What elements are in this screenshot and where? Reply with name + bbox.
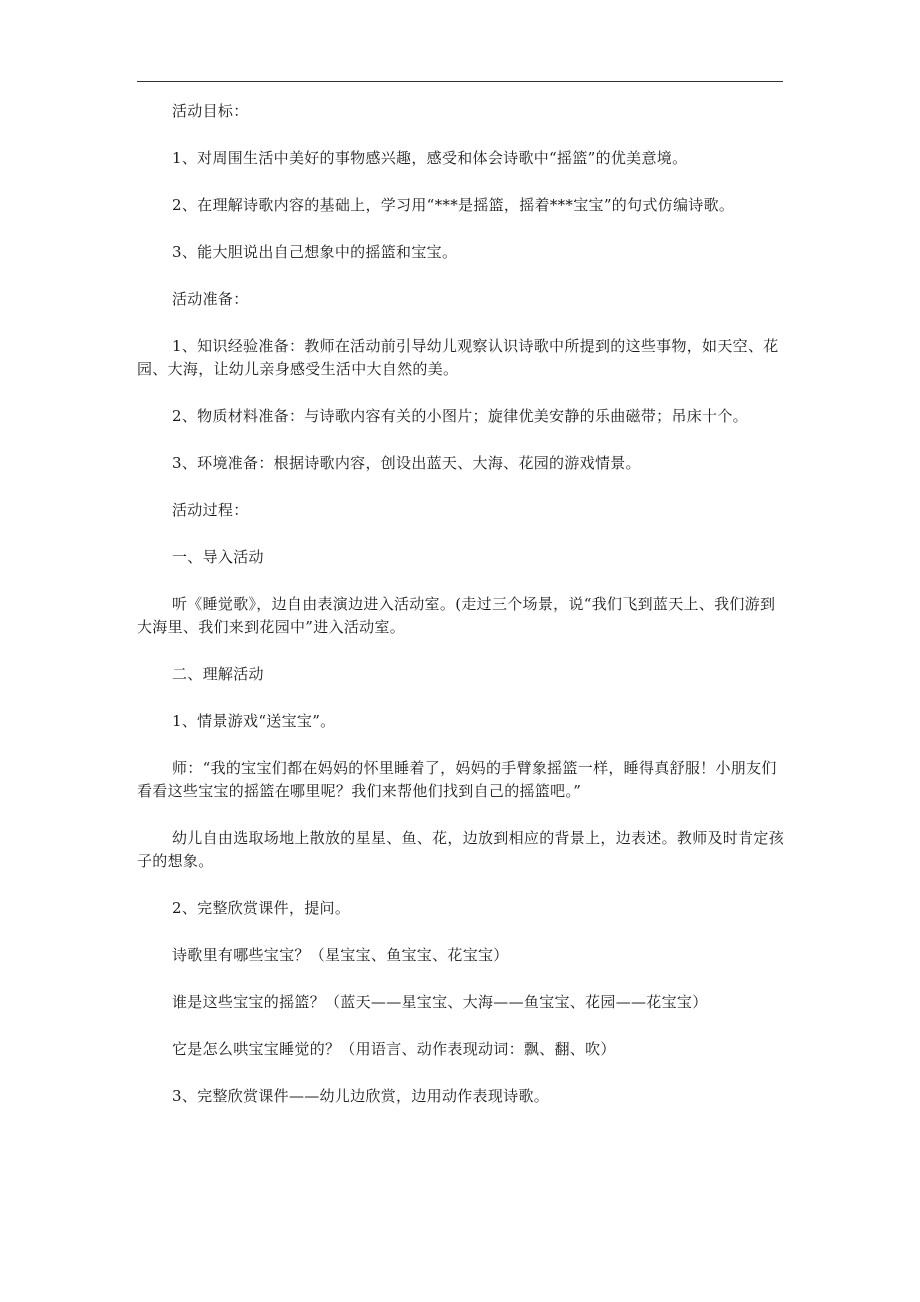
header-rule: [137, 81, 783, 82]
heading-activity-process: 活动过程：: [172, 501, 249, 519]
question-3: 它是怎么哄宝宝睡觉的？（用语言、动作表现动词：飘、翻、吹）: [172, 1040, 616, 1058]
goal-item-2: 2、在理解诗歌内容的基础上，学习用“***是摇篮，摇着***宝宝”的句式仿编诗歌。: [172, 196, 735, 214]
preparation-item-1: 1、知识经验准备：教师在活动前引导幼儿观察认识诗歌中所提到的这些事物，如天空、花园、大海，让幼儿亲身感受生活中大自然的美。: [137, 337, 779, 378]
question-1: 诗歌里有哪些宝宝？（星宝宝、鱼宝宝、花宝宝）: [172, 946, 509, 964]
goal-item-1: 1、对周围生活中美好的事物感兴趣，感受和体会诗歌中“摇篮”的优美意境。: [172, 149, 688, 167]
preparation-item-2: 2、物质材料准备：与诗歌内容有关的小图片；旋律优美安静的乐曲磁带；吊床十个。: [172, 407, 748, 425]
children-activity: 幼儿自由选取场地上散放的星星、鱼、花，边放到相应的背景上，边表述。教师及时肯定孩子的想象。: [137, 829, 785, 870]
section-heading-understanding: 二、理解活动: [172, 665, 264, 683]
heading-activity-goals: 活动目标：: [172, 102, 249, 120]
intro-paragraph: 听《睡觉歌》，边自由表演边进入活动室。(走过三个场景，说“我们飞到蓝天上、我们游到大海里、我们来到花园中”进入活动室。: [137, 595, 776, 636]
understanding-step-3: 3、完整欣赏课件——幼儿边欣赏，边用动作表现诗歌。: [172, 1087, 550, 1105]
question-2: 谁是这些宝宝的摇篮？（蓝天——星宝宝、大海——鱼宝宝、花园——花宝宝）: [172, 993, 708, 1011]
teacher-dialogue: 师：“我的宝宝们都在妈妈的怀里睡着了，妈妈的手臂象摇篮一样，睡得真舒服！小朋友们看看这些宝宝的摇篮在哪里呢？我们来帮他们找到自己的摇篮吧。”: [137, 759, 777, 800]
preparation-item-3: 3、环境准备：根据诗歌内容，创设出蓝天、大海、花园的游戏情景。: [172, 454, 641, 472]
document-body: [137, 100, 787, 1132]
understanding-step-2: 2、完整欣赏课件，提问。: [172, 899, 351, 917]
heading-activity-preparation: 活动准备：: [172, 290, 249, 308]
goal-item-3: 3、能大胆说出自己想象中的摇篮和宝宝。: [172, 243, 458, 261]
section-heading-intro: 一、导入活动: [172, 548, 264, 566]
understanding-step-1: 1、情景游戏“送宝宝”。: [172, 712, 336, 730]
